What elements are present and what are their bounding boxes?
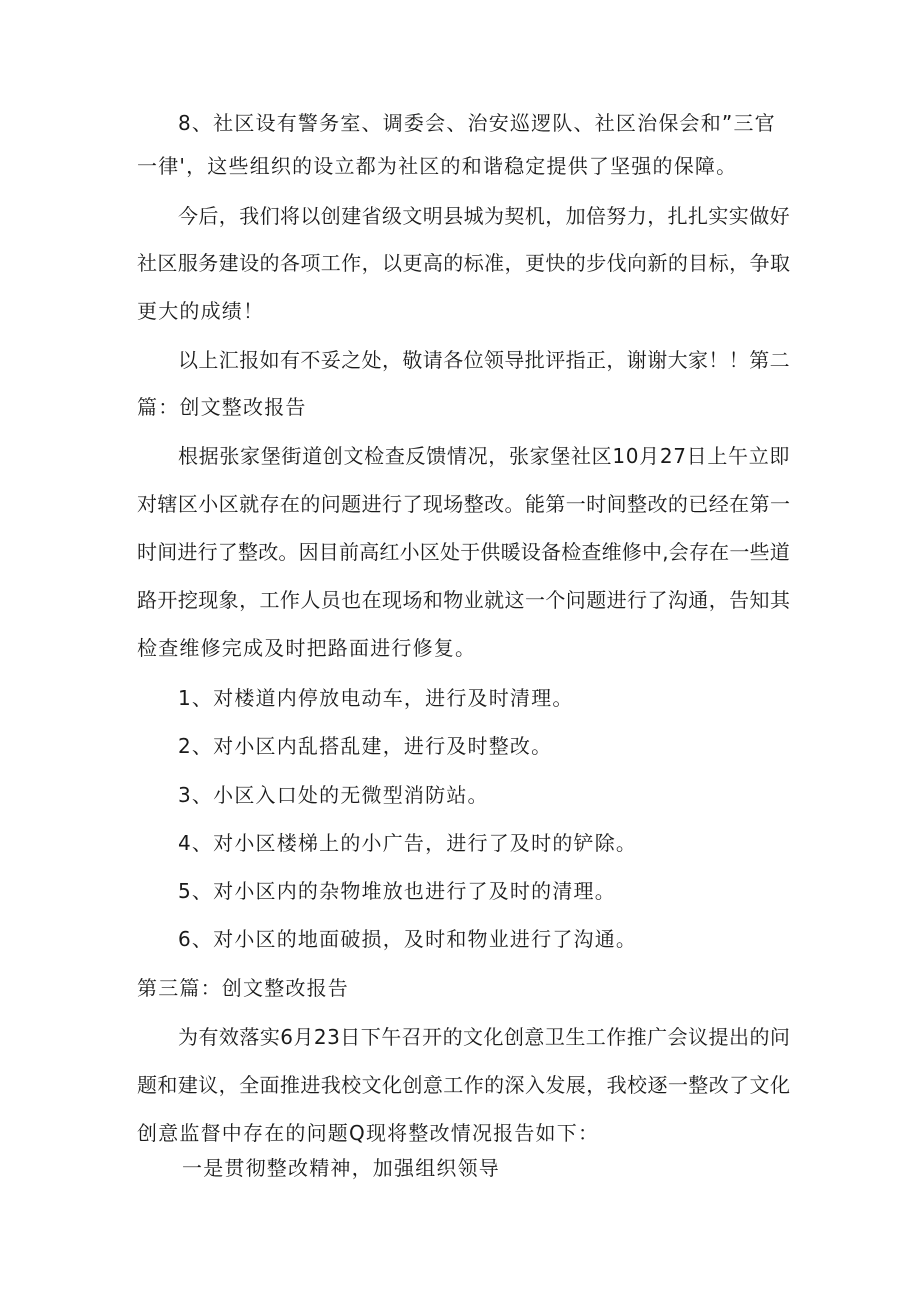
paragraph-line: 更大的成绩！ bbox=[137, 299, 265, 323]
paragraph-line: 对辖区小区就存在的问题进行了现场整改。能第一时间整改的已经在第一 bbox=[137, 492, 791, 516]
paragraph-line: 一律'，这些组织的设立都为社区的和谐稳定提供了坚强的保障。 bbox=[137, 154, 738, 178]
paragraph-line: 为有效落实6月23日下午召开的文化创意卫生工作推广会议提出的问 bbox=[178, 1025, 791, 1049]
list-item: 2、对小区内乱搭乱建，进行及时整改。 bbox=[178, 734, 553, 758]
paragraph-line: 根据张家堡街道创文检查反馈情况，张家堡社区10月27日上午立即 bbox=[178, 444, 791, 468]
paragraph-line: 路开挖现象，工作人员也在现场和物业就这一个问题进行了沟通，告知其 bbox=[137, 588, 791, 612]
paragraph-line: 社区服务建设的各项工作，以更高的标准，更快的步伐向新的目标，争取 bbox=[137, 251, 791, 275]
paragraph-line: 篇：创文整改报告 bbox=[137, 395, 307, 419]
paragraph-line: 创意监督中存在的问题Q现将整改情况报告如下： bbox=[137, 1121, 600, 1145]
sub-heading: 一是贯彻整改精神，加强组织领导 bbox=[182, 1156, 500, 1180]
list-item: 4、对小区楼梯上的小广告，进行了及时的铲除。 bbox=[178, 831, 638, 855]
paragraph-line: 8、社区设有警务室、调委会、治安巡逻队、社区治保会和”三官 bbox=[178, 111, 776, 135]
list-item: 5、对小区内的杂物堆放也进行了及时的清理。 bbox=[178, 879, 616, 903]
section-heading: 第三篇：创文整改报告 bbox=[137, 976, 349, 1000]
paragraph-line: 以上汇报如有不妥之处，敬请各位领导批评指正，谢谢大家！！第二 bbox=[178, 348, 790, 372]
list-item: 1、对楼道内停放电动车，进行及时清理。 bbox=[178, 686, 574, 710]
paragraph-line: 今后，我们将以创建省级文明县城为契机，加倍努力，扎扎实实做好 bbox=[178, 204, 790, 228]
paragraph-line: 检查维修完成及时把路面进行修复。 bbox=[137, 636, 477, 660]
list-item: 6、对小区的地面破损，及时和物业进行了沟通。 bbox=[178, 927, 638, 951]
list-item: 3、小区入口处的无微型消防站。 bbox=[178, 783, 489, 807]
paragraph-line: 时间进行了整改。因目前高红小区处于供暖设备检查维修中,会存在一些道 bbox=[137, 540, 790, 564]
paragraph-line: 题和建议，全面推进我校文化创意工作的深入发展，我校逐一整改了文化 bbox=[137, 1073, 791, 1097]
